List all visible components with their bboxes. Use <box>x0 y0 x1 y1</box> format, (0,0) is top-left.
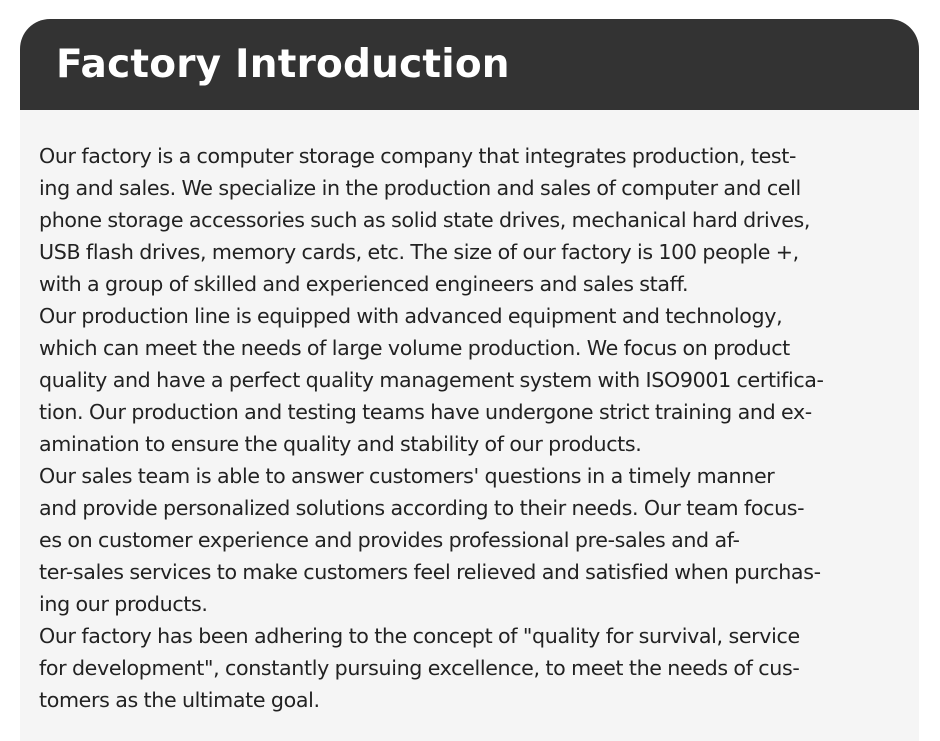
text-line: USB flash drives, memory cards, etc. The size of our factory is 100 people +, <box>39 240 799 264</box>
intro-paragraph <box>39 140 905 716</box>
text-line: ing our products. <box>39 592 208 616</box>
text-line: for development", constantly pursuing excellence, to meet the needs of cus- <box>39 656 800 680</box>
text-line: tion. Our production and testing teams have undergone strict training and ex- <box>39 400 812 424</box>
text-line: ter-sales services to make customers feel relieved and satisfied when purchas- <box>39 560 821 584</box>
text-line: ing and sales. We specialize in the production and sales of computer and cell <box>39 176 801 200</box>
section-title: Factory Introduction <box>56 42 510 87</box>
factory-intro-card <box>20 19 919 741</box>
text-line: and provide personalized solutions according to their needs. Our team focus- <box>39 496 805 520</box>
section-header <box>20 19 919 110</box>
text-line: which can meet the needs of large volume production. We focus on product <box>39 336 790 360</box>
text-line: quality and have a perfect quality management system with ISO9001 certifica- <box>39 368 824 392</box>
text-line: with a group of skilled and experienced engineers and sales staff. <box>39 272 689 296</box>
text-line: Our sales team is able to answer customers' questions in a timely manner <box>39 464 775 488</box>
text-line: tomers as the ultimate goal. <box>39 688 320 712</box>
text-line: Our production line is equipped with advanced equipment and technology, <box>39 304 783 328</box>
text-line: es on customer experience and provides professional pre-sales and af- <box>39 528 740 552</box>
text-line: amination to ensure the quality and stability of our products. <box>39 432 642 456</box>
text-line: phone storage accessories such as solid state drives, mechanical hard drives, <box>39 208 811 232</box>
text-line: Our factory is a computer storage company that integrates production, test- <box>39 144 797 168</box>
intro-body-panel <box>20 110 919 741</box>
text-line: Our factory has been adhering to the concept of "quality for survival, service <box>39 624 800 648</box>
